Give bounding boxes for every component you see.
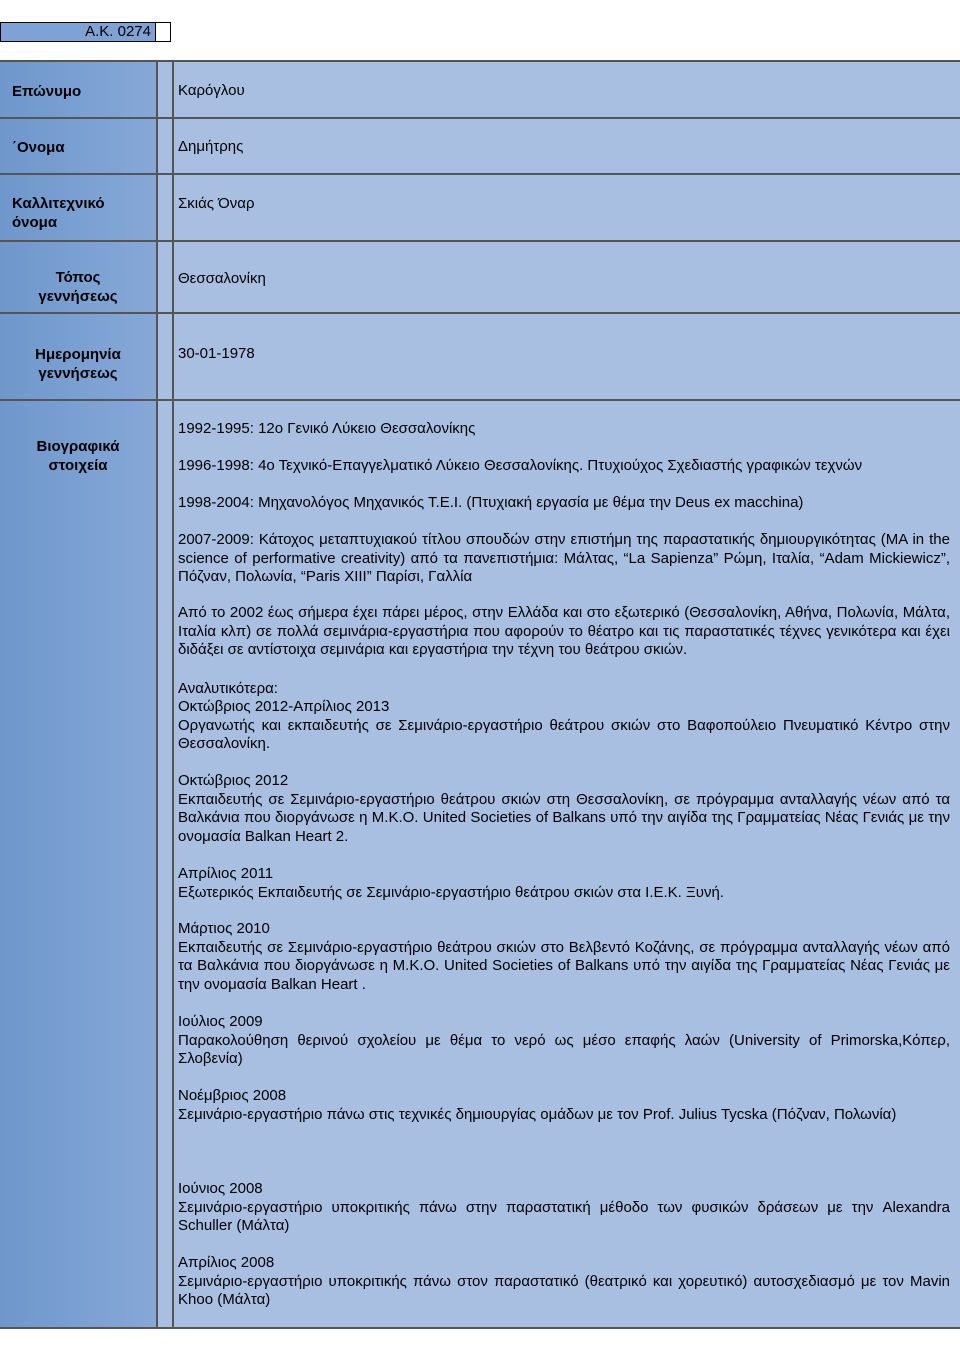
activity-entry	[178, 865, 950, 902]
entry-text: Εκπαιδευτής σε Σεμινάριο-εργαστήριο θεάτρου σκιών στη Θεσσαλονίκη, σε πρόγραμμα ανταλλαγής νέων από τα Βαλκάνια που διοργάνωσε η Μ.Κ.Ο. United Societies of Balkans υπό την αιγίδα της Γραμματείας Νέας Γενιάς με την ονομασία Balkan Heart 2.	[178, 790, 950, 845]
activity-entry	[178, 1087, 950, 1124]
row-artistic-name	[0, 173, 960, 240]
label-birthplace-line1: Τόπος	[55, 269, 101, 286]
value-birthplace	[172, 242, 960, 312]
entry-text: Παρακολούθηση θερινού σχολείου με θέμα το νερό ως μέσο επαφής λαών (University of Primorska,Κόπερ, Σλοβενία)	[178, 1031, 950, 1067]
entry-date: Ιούνιος 2008	[178, 1180, 263, 1197]
label-birthdate	[0, 314, 158, 399]
detail-heading: Αναλυτικότερα:	[178, 680, 278, 697]
label-name-text: ΄Ονομα	[12, 139, 65, 156]
row-birthdate	[0, 312, 960, 399]
education-item: 1996-1998: 4ο Τεχνικό-Επαγγελματικό Λύκειο Θεσσαλονίκης. Πτυχιούχος Σχεδιαστής γραφικών τεχνών	[178, 457, 863, 474]
entry-text: Οργανωτής και εκπαιδευτής σε Σεμινάριο-εργαστήριο θεάτρου σκιών στο Βαφοπούλειο Πνευματικό Κέντρο στην Θεσσαλονίκη.	[178, 716, 950, 752]
entry-date: Οκτώβριος 2012	[178, 772, 289, 789]
table-bottom-border	[0, 1327, 960, 1329]
summary-paragraph: Από το 2002 έως σήμερα έχει πάρει μέρος, στην Ελλάδα και στο εξωτερικό (Θεσσαλονίκη, Αθήνα, Πολωνία, Μάλτα, Ιταλία κλπ) σε πολλά σεμινάρια-εργαστήρια που αφορούν το θέατρο και τις παραστατικές τέχνες γενικότερα και έχει διδάξει σε αντίστοιχα σεμινάρια και εργαστήρια την τέχνη του θεάτρου σκιών.	[178, 604, 950, 658]
activity-entry	[178, 1180, 950, 1236]
value-birthdate-text: 30-01-1978	[178, 345, 255, 362]
value-biography	[172, 401, 960, 1329]
row-biography	[0, 399, 960, 1329]
entry-text: Σεμινάριο-εργαστήριο υποκριτικής πάνω στην παραστατική μέθοδο των φυσικών δράσεων με την Alexandra Schuller (Μάλτα)	[178, 1198, 950, 1234]
label-birthdate-line2: γεννήσεως	[38, 365, 118, 382]
label-birthplace	[0, 242, 158, 312]
label-surname	[0, 62, 158, 117]
education-item: 1998-2004: Μηχανολόγος Μηχανικός Τ.Ε.Ι. (Πτυχιακή εργασία με θέμα την Deus ex macchina)	[178, 494, 804, 511]
label-birthplace-line2: γεννήσεως	[38, 288, 118, 305]
entry-date: Απρίλιος 2011	[178, 865, 274, 882]
label-artistic-name-line1: Καλλιτεχνικό	[12, 195, 105, 212]
label-biography	[0, 401, 158, 1329]
entry-text: Σεμινάριο-εργαστήριο πάνω στις τεχνικές δημιουργίας ομάδων με τον Prof. Julius Tycska (Πόζναν, Πολωνία)	[178, 1105, 897, 1123]
label-birthdate-line1: Ημερομηνία	[35, 346, 121, 363]
document-id-box	[0, 22, 171, 42]
value-surname-text: Καρόγλου	[178, 82, 245, 99]
label-name	[0, 119, 158, 173]
activity-entry	[178, 772, 950, 846]
activity-entry	[178, 1013, 950, 1069]
value-artistic-name-text: Σκιάς Όναρ	[178, 195, 255, 212]
label-artistic-name-line2: όνομα	[12, 214, 58, 231]
row-name	[0, 117, 960, 173]
cv-table	[0, 60, 960, 1329]
value-birthplace-text: Θεσσαλονίκη	[178, 270, 266, 287]
activity-entry	[178, 1254, 950, 1310]
entry-date: Απρίλιος 2008	[178, 1254, 275, 1271]
document-id: Α.Κ. 0274	[1, 23, 156, 41]
label-biography-line1: Βιογραφικά	[36, 438, 120, 455]
entry-text: Εξωτερικός Εκπαιδευτής σε Σεμινάριο-εργαστήριο θεάτρου σκιών στα Ι.Ε.Κ. Ξυνή.	[178, 883, 724, 901]
entry-date: Μάρτιος 2010	[178, 920, 270, 937]
entry-date: Ιούλιος 2009	[178, 1013, 263, 1030]
activity-entry	[178, 698, 950, 754]
value-artistic-name	[172, 175, 960, 240]
activity-entry	[178, 920, 950, 994]
document-id-blank	[156, 23, 170, 41]
value-name-text: Δημήτρης	[178, 138, 244, 155]
education-item: 1992-1995: 12ο Γενικό Λύκειο Θεσσαλονίκης	[178, 420, 476, 437]
entry-text: Εκπαιδευτής σε Σεμινάριο-εργαστήριο θεάτρου σκιών στο Βελβεντό Κοζάνης, σε πρόγραμμα ανταλλαγής νέων από τα Βαλκάνια που διοργάνωσε η Μ.Κ.Ο. United Societies of Balkans υπό την αιγίδα της Γραμματείας Νέας Γενιάς με την ονομασία Balkan Heart .	[178, 938, 950, 993]
label-surname-text: Επώνυμο	[12, 83, 82, 100]
label-biography-line2: στοιχεία	[48, 457, 108, 474]
label-artistic-name	[0, 175, 158, 240]
entry-text: Σεμινάριο-εργαστήριο υποκριτικής πάνω στον παραστατικό (θεατρικό και χορευτικό) αυτοσχεδιασμό με τον Mavin Khoo (Μάλτα)	[178, 1272, 950, 1308]
row-birthplace	[0, 240, 960, 312]
value-surname	[172, 62, 960, 117]
row-surname	[0, 60, 960, 117]
entry-date: Νοέμβριος 2008	[178, 1087, 287, 1104]
value-birthdate	[172, 314, 960, 399]
education-item: 2007-2009: Κάτοχος μεταπτυχιακού τίτλου σπουδών στην επιστήμη της παραστατικής δημιουργικότητας (MA in the science of performative creativity) από τα πανεπιστήμια: Μάλτας, “La Sapienza” Ρώμη, Ιταλία, “Adam Mickiewicz”, Πόζναν, Πολωνία, “Paris XIII” Παρίσι, Γαλλία	[178, 531, 950, 585]
value-name	[172, 119, 960, 173]
entry-date: Οκτώβριος 2012-Απρίλιος 2013	[178, 698, 390, 715]
